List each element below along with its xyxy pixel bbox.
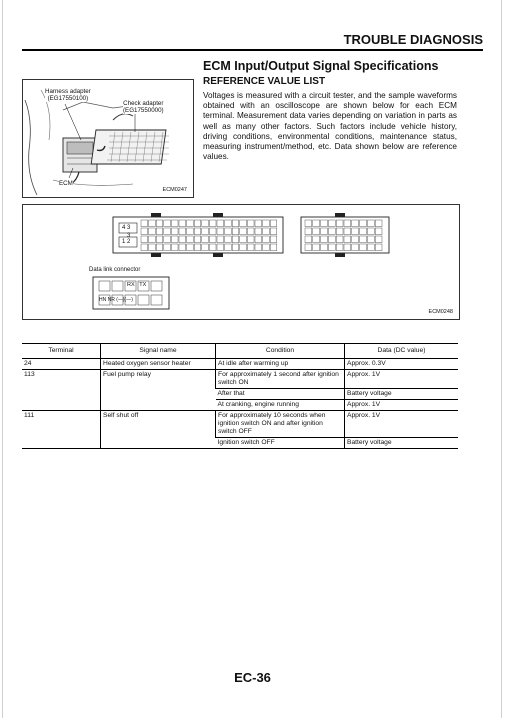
connector-pin xyxy=(209,228,216,235)
connector-pin xyxy=(270,236,277,243)
connector-pin xyxy=(217,228,224,235)
connector-pin xyxy=(217,220,224,227)
connector-pin xyxy=(247,236,254,243)
connector-pin xyxy=(164,236,171,243)
table-header-row xyxy=(22,344,458,359)
pin-label-mid: 3 xyxy=(127,233,131,239)
connector-pin xyxy=(209,236,216,243)
connector-pin xyxy=(156,228,163,235)
connector-pin xyxy=(179,236,186,243)
connector-pin xyxy=(217,244,224,251)
connector-pin xyxy=(194,236,201,243)
check-adapter-label xyxy=(123,100,164,114)
connector-pin xyxy=(375,244,382,251)
connector-pin xyxy=(336,220,343,227)
connector-pin xyxy=(328,236,335,243)
connector-pin xyxy=(232,220,239,227)
page-edge-right xyxy=(501,0,502,718)
intro-paragraph: Voltages is measured with a circuit tester, and the sample waveforms obtained with an oscilloscope are shown below for each ECM terminal. Measurement data varies depending on variation in parts as well as many other factors. Such factors include vehicle history, driving conditions, environmental conditions, maintenance status, measuring instrument/method, etc. Data shown below are reference values. xyxy=(203,91,457,162)
connector-pin xyxy=(247,220,254,227)
connector-pin xyxy=(344,220,351,227)
connector-pin xyxy=(171,220,178,227)
cell-terminal: 24 xyxy=(22,359,101,370)
reference-value-table xyxy=(22,343,458,449)
connector-pin xyxy=(321,236,328,243)
connector-pin xyxy=(255,220,262,227)
connector-pin xyxy=(240,244,247,251)
ecm-connector-figure xyxy=(22,204,460,320)
table-row xyxy=(22,359,458,370)
connector-pin xyxy=(367,244,374,251)
cell-data: Battery voltage xyxy=(345,438,459,449)
connector-pin xyxy=(321,244,328,251)
cell-condition: After that xyxy=(216,389,345,400)
figure2-caption: ECM0248 xyxy=(428,309,453,315)
connector-pin xyxy=(313,228,320,235)
connector-pin xyxy=(255,228,262,235)
section-title: ECM Input/Output Signal Specifications xyxy=(203,59,439,73)
connector-pin xyxy=(344,244,351,251)
dlc-rx-pin: RX xyxy=(127,282,135,288)
connector-pin xyxy=(225,228,232,235)
connector-pin xyxy=(187,220,194,227)
connector-pin xyxy=(179,244,186,251)
connector-pin xyxy=(156,220,163,227)
connector-pin xyxy=(321,228,328,235)
connector-pin xyxy=(156,244,163,251)
connector-pin xyxy=(247,228,254,235)
connector-pin xyxy=(360,236,367,243)
connector-pinout-diagram xyxy=(23,205,459,319)
col-signal-name: Signal name xyxy=(101,344,216,359)
connector-pin xyxy=(232,228,239,235)
connector-pin xyxy=(240,220,247,227)
connector-pin xyxy=(352,228,359,235)
connector-pin xyxy=(344,236,351,243)
connector-pin xyxy=(179,228,186,235)
figure1-caption: ECM0247 xyxy=(162,187,187,193)
connector-pin xyxy=(352,236,359,243)
connector-pin xyxy=(263,220,270,227)
connector-pin xyxy=(171,244,178,251)
connector-pin xyxy=(305,236,312,243)
connector-pin xyxy=(321,220,328,227)
dlc-tx-pin: TX xyxy=(139,282,147,288)
connector-pin xyxy=(255,244,262,251)
connector-pin xyxy=(179,220,186,227)
harness-adapter-text: Harness adapter xyxy=(45,88,91,95)
cell-condition: Ignition switch OFF xyxy=(216,438,345,449)
header-rule xyxy=(22,49,483,51)
connector-pin xyxy=(360,244,367,251)
cell-signal-name: Heated oxygen sensor heater xyxy=(101,359,216,370)
col-condition: Condition xyxy=(216,344,345,359)
table-row xyxy=(22,411,458,438)
connector-pin xyxy=(202,236,209,243)
pin-label-bottom: 1 2 xyxy=(122,239,131,245)
cell-data: Approx. 1V xyxy=(345,370,459,389)
connector-pin xyxy=(360,228,367,235)
connector-pin xyxy=(336,236,343,243)
connector-pin xyxy=(164,220,171,227)
connector-pin xyxy=(313,236,320,243)
connector-pin xyxy=(352,244,359,251)
harness-adapter-code: (EG17550100) xyxy=(47,95,89,102)
connector-pin xyxy=(194,228,201,235)
dlc-row2-pins: HN NR (—)(—) xyxy=(99,297,133,303)
connector-pin xyxy=(164,244,171,251)
connector-pin xyxy=(247,244,254,251)
cell-terminal: 113 xyxy=(22,370,101,411)
connector-pin xyxy=(263,244,270,251)
connector-pin xyxy=(149,244,156,251)
table-row xyxy=(22,370,458,389)
connector-pin xyxy=(225,220,232,227)
cell-data: Battery voltage xyxy=(345,389,459,400)
cell-signal-name: Fuel pump relay xyxy=(101,370,216,411)
cell-condition: For approximately 10 seconds when ignition switch ON and after ignition switch OFF xyxy=(216,411,345,438)
connector-pin xyxy=(149,228,156,235)
connector-pin xyxy=(171,236,178,243)
check-adapter-code: (EG17550000) xyxy=(123,107,164,114)
col-terminal: Terminal xyxy=(22,344,101,359)
connector-pin xyxy=(164,228,171,235)
cell-data: Approx. 0.3V xyxy=(345,359,459,370)
connector-pin xyxy=(217,236,224,243)
connector-pin xyxy=(305,228,312,235)
connector-pin xyxy=(202,244,209,251)
cell-signal-name: Self shut off xyxy=(101,411,216,449)
cell-data: Approx. 1V xyxy=(345,411,459,438)
connector-pin xyxy=(149,220,156,227)
connector-pin xyxy=(270,228,277,235)
connector-pin xyxy=(209,244,216,251)
connector-pin xyxy=(328,220,335,227)
connector-pin xyxy=(336,244,343,251)
connector-pin xyxy=(305,244,312,251)
check-adapter-text: Check adapter xyxy=(123,100,164,107)
connector-pin xyxy=(328,244,335,251)
connector-pin xyxy=(225,244,232,251)
connector-pin xyxy=(187,228,194,235)
connector-pin xyxy=(270,244,277,251)
connector-pin xyxy=(255,236,262,243)
connector-pin xyxy=(344,228,351,235)
connector-pin xyxy=(313,220,320,227)
connector-pin xyxy=(240,236,247,243)
connector-pin xyxy=(141,244,148,251)
connector-pin xyxy=(367,236,374,243)
connector-pin xyxy=(352,220,359,227)
connector-pin xyxy=(328,228,335,235)
connector-pin xyxy=(209,220,216,227)
cell-condition: At cranking, engine running xyxy=(216,400,345,411)
cell-condition: At idle after warming up xyxy=(216,359,345,370)
connector-pin xyxy=(305,220,312,227)
connector-pin xyxy=(156,236,163,243)
connector-pin xyxy=(375,236,382,243)
section-subtitle: REFERENCE VALUE LIST xyxy=(203,76,326,87)
connector-pin xyxy=(187,244,194,251)
pin-label-top: 4 3 xyxy=(122,225,131,231)
connector-pin xyxy=(141,228,148,235)
connector-pin xyxy=(336,228,343,235)
connector-pin xyxy=(263,228,270,235)
connector-pin xyxy=(313,244,320,251)
cell-condition: For approximately 1 second after ignition switch ON xyxy=(216,370,345,389)
connector-pin xyxy=(202,220,209,227)
connector-pin xyxy=(375,220,382,227)
ecm-adapter-figure xyxy=(22,79,194,198)
connector-pin xyxy=(367,220,374,227)
page-number: EC-36 xyxy=(234,670,271,685)
cell-terminal: 111 xyxy=(22,411,101,449)
connector-pin xyxy=(367,228,374,235)
col-data: Data (DC value) xyxy=(345,344,459,359)
connector-pin xyxy=(240,228,247,235)
connector-pin xyxy=(141,220,148,227)
connector-pin xyxy=(232,244,239,251)
connector-pin xyxy=(187,236,194,243)
page-edge-left xyxy=(2,0,3,718)
connector-pin xyxy=(171,228,178,235)
connector-pin xyxy=(149,236,156,243)
connector-pin xyxy=(202,228,209,235)
connector-pin xyxy=(141,236,148,243)
connector-pin xyxy=(225,236,232,243)
connector-pin xyxy=(232,236,239,243)
connector-pin xyxy=(263,236,270,243)
cell-data: Approx. 1V xyxy=(345,400,459,411)
page-header-title: TROUBLE DIAGNOSIS xyxy=(343,32,483,47)
harness-adapter-label xyxy=(45,88,91,102)
connector-pin xyxy=(360,220,367,227)
connector-pin xyxy=(375,228,382,235)
connector-pin xyxy=(270,220,277,227)
dlc-rx-tx xyxy=(127,282,146,288)
ecm-label: ECM xyxy=(59,180,73,187)
connector-pin xyxy=(194,244,201,251)
data-link-connector-label: Data link connector xyxy=(89,267,141,273)
connector-pin xyxy=(194,220,201,227)
